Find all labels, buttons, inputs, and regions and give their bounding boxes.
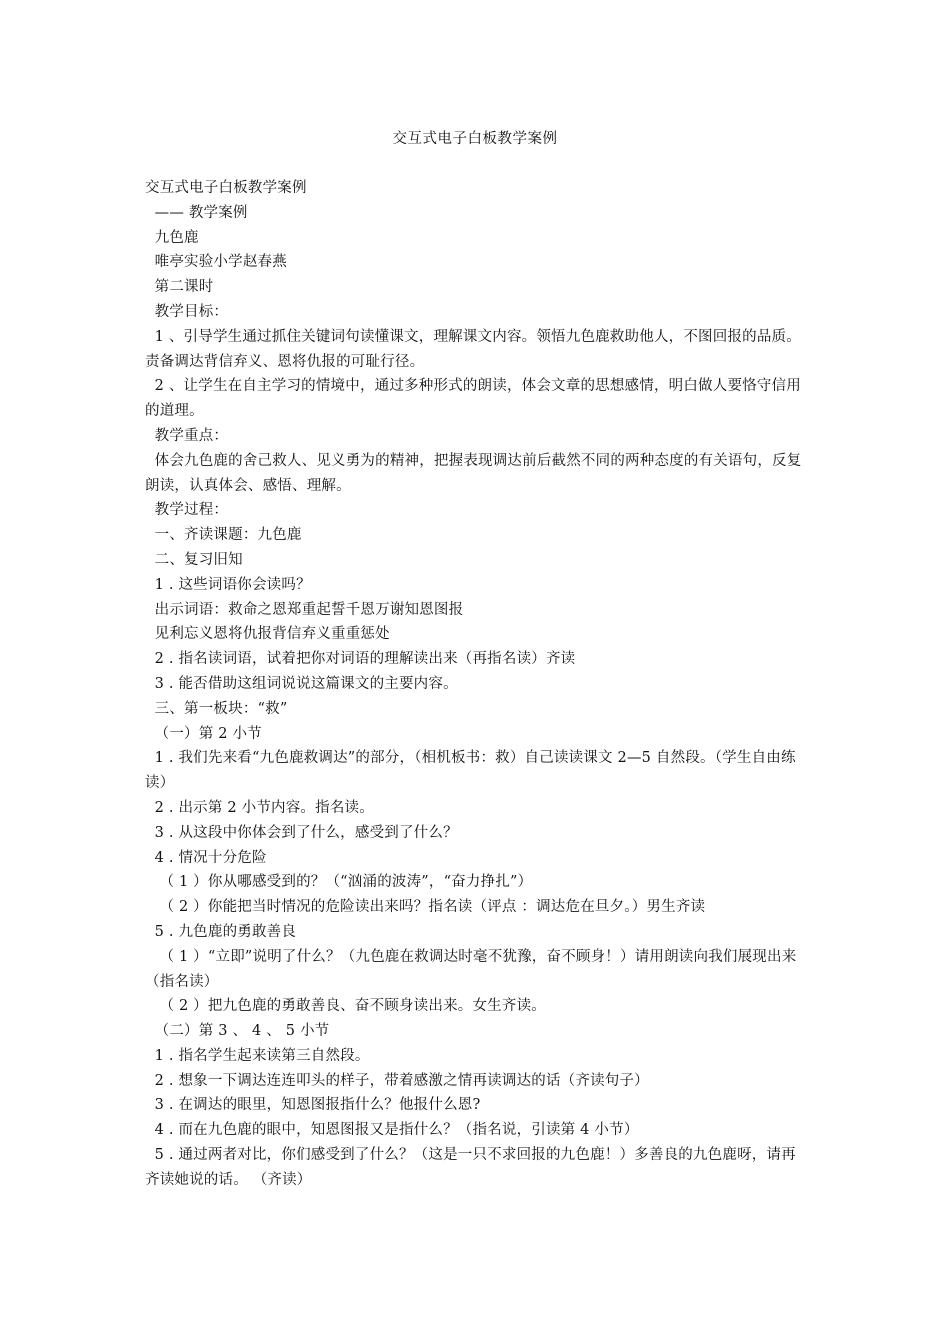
paragraph: 唯亭实验小学赵春燕 <box>145 254 287 271</box>
paragraph: （二）第 3 、 4 、 5 小节 <box>145 1023 330 1040</box>
paragraph: 三、第一板块：“救” <box>145 700 288 717</box>
paragraph: 4 . 情况十分危险 <box>145 849 267 866</box>
paragraph: 2 . 出示第 2 小节内容。指名读。 <box>145 799 374 816</box>
paragraph: 2 . 想象一下调达连连叩头的样子，带着感激之情再读调达的话（齐读句子） <box>145 1072 649 1089</box>
paragraph: （ 2 ）你能把当时情况的危险读出来吗？指名读（评点 ：调达危在旦夕。）男生齐读 <box>145 899 706 916</box>
paragraph: 二、复习旧知 <box>145 551 243 568</box>
paragraph: 2 、让学生在自主学习的情境中，通过多种形式的朗读，体会文章的思想感情，明白做人要恪守信用的道理。 <box>145 378 801 420</box>
paragraph: （ 1 ）你从哪感受到的？（“汹涌的波涛”，“奋力挣扎”） <box>145 874 533 891</box>
paragraph: 1 . 这些词语你会读吗？ <box>145 576 311 593</box>
paragraph: 1 . 指名学生起来读第三自然段。 <box>145 1047 370 1064</box>
document-body <box>145 176 810 1193</box>
paragraph: 3 . 从这段中你体会到了什么，感受到了什么？ <box>145 824 458 841</box>
paragraph: 5 . 通过两者对比，你们感受到了什么？（这是一只不求回报的九色鹿！）多善良的九色鹿呀，请再齐读她说的话。 （齐读） <box>145 1147 796 1188</box>
paragraph: 3 . 能否借助这组词说说这篇课文的主要内容。 <box>145 675 458 692</box>
paragraph: 九色鹿 <box>145 229 199 246</box>
page-title: 交互式电子白板教学案例 <box>392 131 558 147</box>
paragraph: 出示词语：救命之恩郑重起誓千恩万谢知恩图报 <box>145 601 464 618</box>
paragraph: （ 2 ）把九色鹿的勇敢善良、奋不顾身读出来。女生齐读。 <box>145 998 546 1015</box>
paragraph: 一、齐读课题：九色鹿 <box>145 527 302 544</box>
paragraph: （ 1 ）“立即”说明了什么？（九色鹿在救调达时毫不犹豫，奋不顾身！）请用朗读向我们展现出来（指名读） <box>145 948 797 990</box>
paragraph: 交互式电子白板教学案例 <box>145 180 307 196</box>
paragraph: 体会九色鹿的舍己救人、见义勇为的精神，把握表现调达前后截然不同的两种态度的有关语句，反复朗读，认真体会、感悟、理解。 <box>145 452 802 494</box>
paragraph: 1 、引导学生通过抓住关键词句读懂课文，理解课文内容。领悟九色鹿救助他人，不图回报的品质。责备调达背信弃义、恩将仇报的可耻行径。 <box>145 328 801 370</box>
paragraph: （一）第 2 小节 <box>145 725 262 742</box>
paragraph: 3 . 在调达的眼里，知恩图报指什么？他报什么恩? <box>145 1097 481 1114</box>
paragraph: 教学目标： <box>145 303 229 320</box>
paragraph: 2 . 指名读词语，试着把你对词语的理解读出来（再指名读）齐读 <box>145 651 576 668</box>
paragraph: 1 . 我们先来看“九色鹿救调达”的部分，（相机板书：救）自己读读课文 2—5 自然段。（学生自由练读） <box>145 750 796 792</box>
paragraph: 第二课时 <box>145 279 214 296</box>
paragraph: —— 教学案例 <box>145 204 248 221</box>
paragraph: 5 . 九色鹿的勇敢善良 <box>145 923 297 940</box>
paragraph: 教学过程： <box>145 502 229 519</box>
paragraph: 4 . 而在九色鹿的眼中，知恩图报又是指什么？（指名说，引读第 4 小节） <box>145 1122 639 1139</box>
paragraph: 见利忘义恩将仇报背信弃义重重惩处 <box>145 626 390 643</box>
paragraph: 教学重点： <box>145 427 229 444</box>
